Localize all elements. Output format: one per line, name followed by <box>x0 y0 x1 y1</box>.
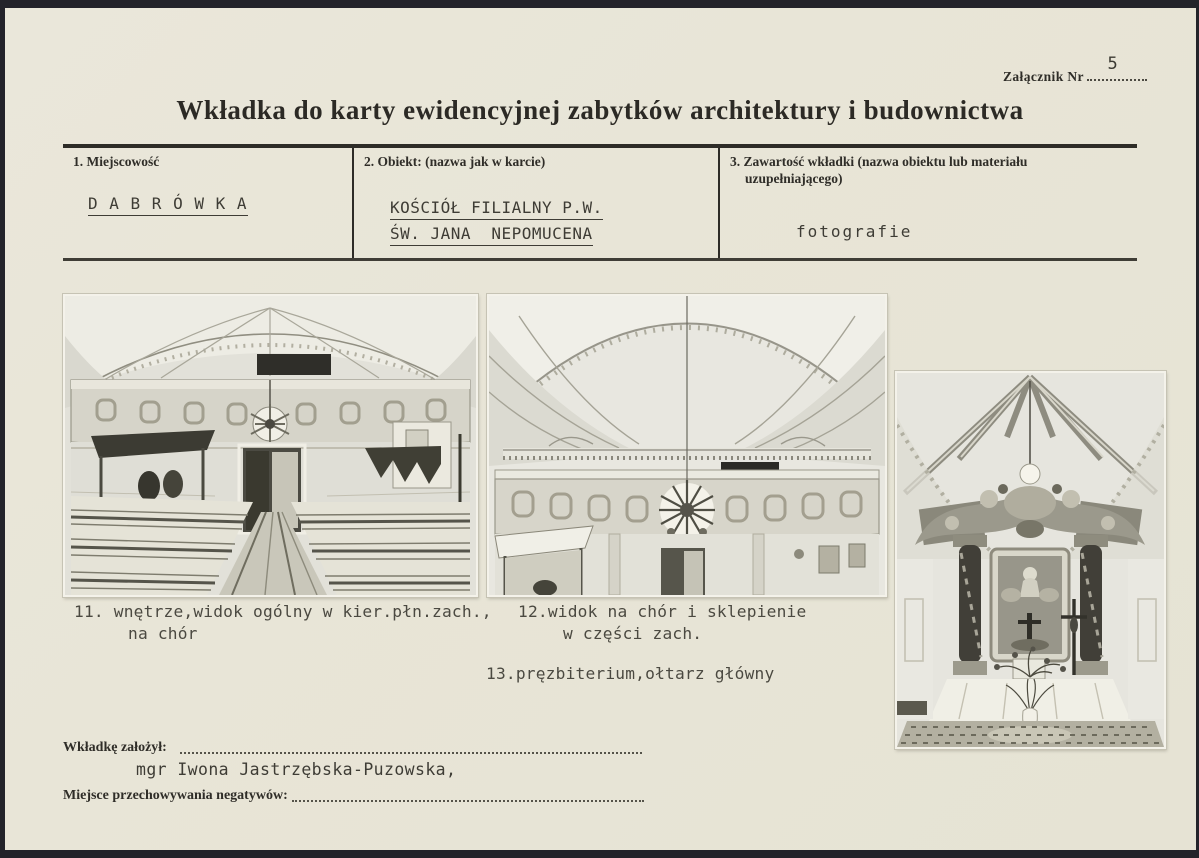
doorway <box>661 548 705 595</box>
photo-11-image <box>65 296 476 595</box>
organ-box <box>257 354 331 375</box>
caption-11-line1: 11. wnętrze,widok ogólny w kier.płn.zach., <box>74 602 492 621</box>
photo-11 <box>63 294 478 597</box>
cell-miejscowosc <box>63 148 352 258</box>
obiekt-label: 2. Obiekt: (nazwa jak w karcie) <box>364 154 546 169</box>
altar-painting <box>991 549 1069 661</box>
caption-11-line2: na chór <box>128 624 198 644</box>
negatives-label: Miejsce przechowywania negatywów: <box>63 788 288 803</box>
header-table <box>63 144 1137 261</box>
caption-12-line1: 12.widok na chór i sklepienie <box>518 602 807 621</box>
founder-label: Wkładkę założył: <box>63 740 167 755</box>
negatives-dotted-line <box>292 798 644 802</box>
photo-13-image <box>897 373 1164 747</box>
obiekt-value-line2: ŚW. JANA NEPOMUCENA <box>390 224 593 246</box>
caption-12-line2: w części zach. <box>563 624 703 644</box>
caption-photo-13: 13.pręzbiterium,ołtarz główny <box>486 664 775 683</box>
miejscowosc-label: 1. Miejscowość <box>73 154 160 169</box>
document-title: Wkładka do karty ewidencyjnej zabytków architektury i budownictwa <box>176 95 1024 125</box>
photo-13 <box>895 371 1166 749</box>
founder-name: mgr Iwona Jastrzębska-Puzowska, <box>136 760 457 779</box>
cell-zawartosc <box>718 148 1137 258</box>
founder-dotted-line <box>180 750 642 754</box>
attachment-dotted-line <box>1087 54 1147 81</box>
zawartosc-value: fotografie <box>796 222 913 241</box>
attachment-label: Załącznik Nr <box>1003 69 1084 84</box>
obiekt-value-line1: KOŚCIÓŁ FILIALNY P.W. <box>390 198 603 220</box>
miejscowosc-value: D A B R Ó W K A <box>88 194 248 216</box>
cell-obiekt <box>352 148 718 258</box>
attachment-number-row <box>1003 54 1147 85</box>
lamp-globe <box>1020 464 1040 484</box>
caption-photo-11 <box>74 601 492 646</box>
attachment-number: 5 <box>1107 54 1119 74</box>
carpet <box>897 721 1164 747</box>
zawartosc-label: 3. Zawartość wkładki (nazwa obiektu lub materiału uzupełniającego) <box>730 154 1028 186</box>
left-canopy <box>495 526 593 595</box>
photo-12-image <box>489 296 885 595</box>
photo-12 <box>487 294 887 597</box>
caption-photo-12 <box>518 601 806 646</box>
